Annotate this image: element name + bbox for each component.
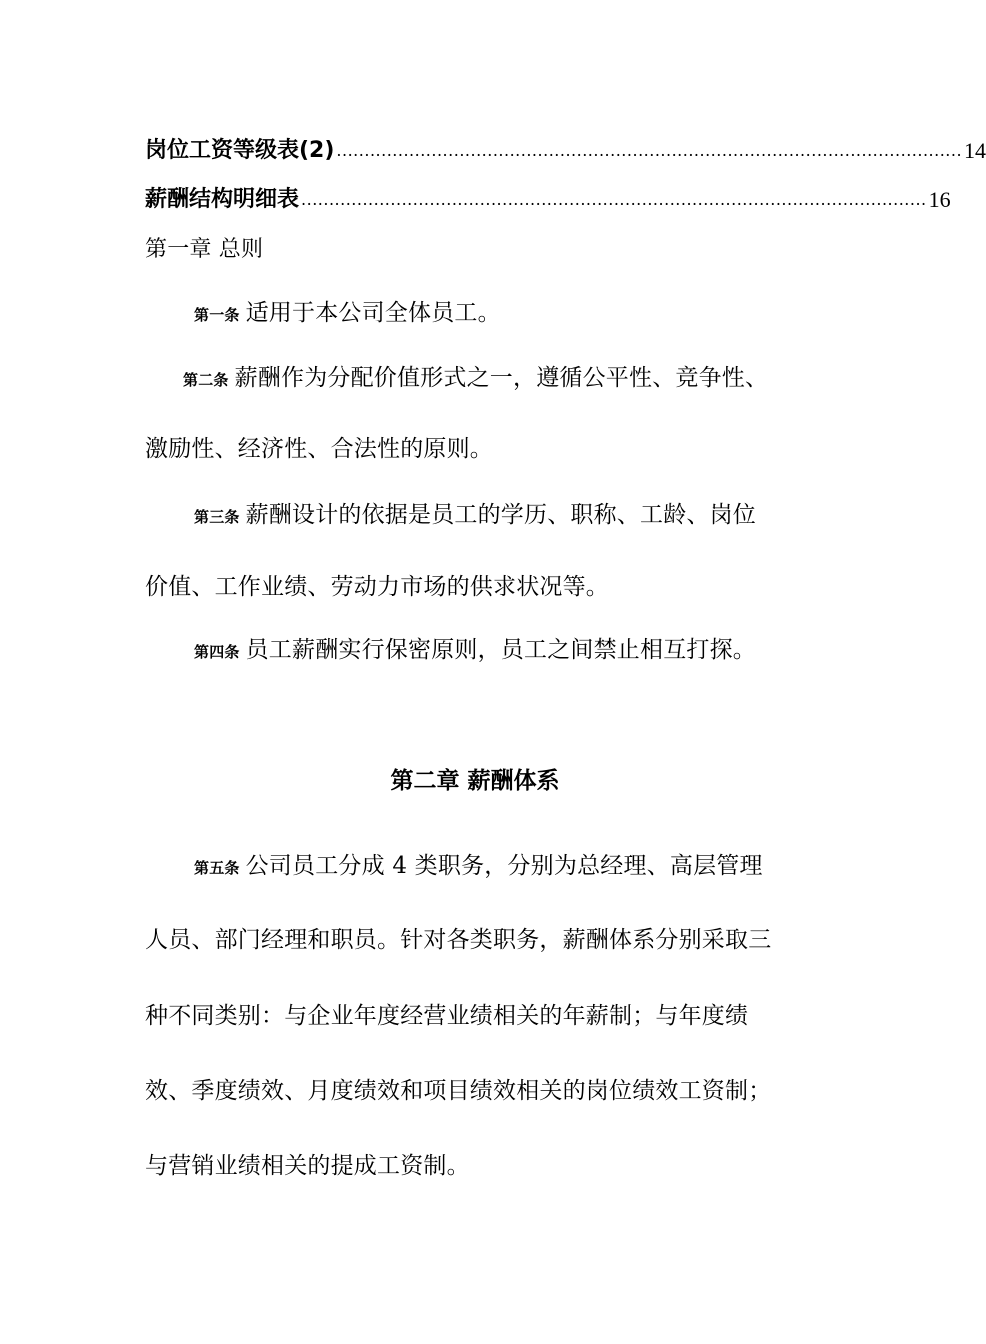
article-5-continuation: 与营销业绩相关的提成工资制。 bbox=[145, 1153, 470, 1179]
article-label: 第五条 bbox=[194, 859, 240, 877]
article-5-continuation: 人员、部门经理和职员。针对各类职务，薪酬体系分别采取三 bbox=[145, 927, 772, 953]
toc-leader-dots: ................................................................................................................ bbox=[301, 190, 927, 209]
article-2-continuation: 激励性、经济性、合法性的原则。 bbox=[145, 436, 493, 462]
toc-page-number: 14 bbox=[964, 138, 986, 163]
article-3-continuation: 价值、工作业绩、劳动力市场的供求状况等。 bbox=[145, 574, 609, 600]
chapter-two-heading: 第二章 薪酬体系 bbox=[390, 768, 560, 794]
chapter-one-heading: 第一章 总则 bbox=[145, 237, 264, 262]
article-1 bbox=[194, 298, 856, 330]
article-5 bbox=[194, 851, 856, 883]
toc-leader-dots: ................................................................................................................ bbox=[336, 141, 963, 160]
article-4 bbox=[194, 635, 856, 667]
article-5-continuation: 种不同类别：与企业年度经营业绩相关的年薪制；与年度绩 bbox=[145, 1003, 749, 1029]
article-text: 薪酬设计的依据是员工的学历、职称、工龄、岗位 bbox=[245, 502, 757, 528]
article-label: 第四条 bbox=[194, 643, 240, 661]
article-label: 第二条 bbox=[183, 371, 229, 389]
toc-entry-title: 岗位工资等级表(2) bbox=[145, 138, 335, 163]
article-3 bbox=[194, 500, 856, 532]
toc-entry[interactable] bbox=[145, 128, 986, 164]
article-label: 第三条 bbox=[194, 508, 240, 526]
article-text: 适用于本公司全体员工。 bbox=[245, 300, 501, 326]
article-label: 第一条 bbox=[194, 306, 240, 324]
toc-entry-title: 薪酬结构明细表 bbox=[145, 187, 300, 212]
toc-page-number: 16 bbox=[928, 187, 951, 212]
article-5-continuation: 效、季度绩效、月度绩效和项目绩效相关的岗位绩效工资制； bbox=[145, 1078, 772, 1104]
toc-entry[interactable] bbox=[145, 177, 951, 213]
article-text: 公司员工分成 4 类职务，分别为总经理、高层管理 bbox=[245, 853, 763, 879]
article-text: 员工薪酬实行保密原则，员工之间禁止相互打探。 bbox=[245, 637, 757, 663]
article-text: 薪酬作为分配价值形式之一，遵循公平性、竞争性、 bbox=[234, 365, 769, 391]
article-2 bbox=[183, 363, 845, 395]
